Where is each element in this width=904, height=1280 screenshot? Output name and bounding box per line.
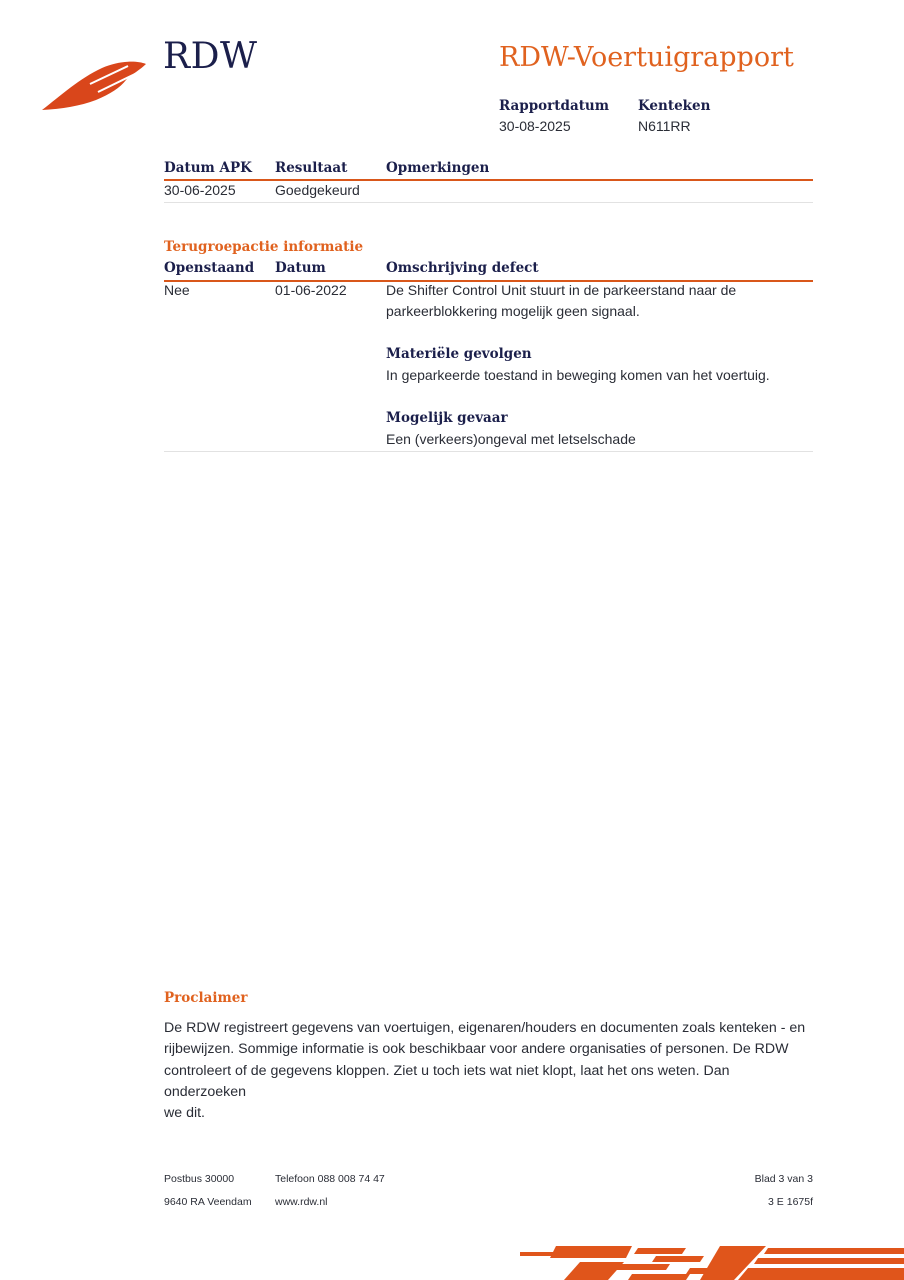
apk-date-cell: 30-06-2025	[164, 182, 236, 198]
footer-city: 9640 RA Veendam	[164, 1196, 252, 1208]
footer-website[interactable]: www.rdw.nl	[275, 1196, 328, 1208]
possible-danger-text: Een (verkeers)ongeval met letselschade	[386, 431, 636, 447]
footer-document-code: 3 E 1675f	[768, 1196, 813, 1208]
recall-section-title: Terugroepactie informatie	[164, 239, 364, 255]
brand-name: RDW	[163, 36, 258, 77]
material-consequences-text: In geparkeerde toestand in beweging komen van het voertuig.	[386, 367, 770, 383]
proclaimer-line-2: rijbewijzen. Sommige informatie is ook beschikbaar voor andere organisaties of personen. De RDW	[164, 1041, 789, 1058]
report-date-label: Rapportdatum	[499, 98, 610, 114]
decorative-stripes-icon	[520, 1244, 904, 1280]
proclaimer-text	[164, 1018, 809, 1124]
possible-danger-label: Mogelijk gevaar	[386, 410, 508, 426]
recall-defect-line-1: De Shifter Control Unit stuurt in de parkeerstand naar de	[386, 282, 737, 298]
apk-result-cell: Goedgekeurd	[275, 182, 360, 198]
recall-defect-line-2: parkeerblokkering mogelijk geen signaal.	[386, 303, 640, 319]
recall-header-open: Openstaand	[164, 260, 255, 276]
proclaimer-line-3: controleert of de gegevens kloppen. Ziet u toch iets wat niet klopt, laat het ons weten. Dan onderzoeken	[164, 1062, 730, 1100]
recall-date-cell: 01-06-2022	[275, 282, 347, 298]
apk-header-date: Datum APK	[164, 160, 252, 176]
rdw-logo-icon	[40, 56, 150, 116]
recall-header-date: Datum	[275, 260, 326, 276]
footer-page-number: Blad 3 van 3	[754, 1173, 813, 1185]
footer-postbus: Postbus 30000	[164, 1173, 235, 1185]
plate-label: Kenteken	[638, 98, 711, 114]
report-date-value: 30-08-2025	[499, 118, 571, 134]
apk-row-rule	[164, 202, 813, 203]
apk-header-result: Resultaat	[275, 160, 348, 176]
recall-row-rule	[164, 451, 813, 452]
material-consequences-label: Materiële gevolgen	[386, 346, 532, 362]
apk-header-rule	[164, 179, 813, 181]
footer-phone: Telefoon 088 008 74 47	[275, 1173, 385, 1185]
proclaimer-title: Proclaimer	[164, 990, 248, 1006]
recall-open-cell: Nee	[164, 282, 190, 298]
document-title: RDW-Voertuigrapport	[499, 42, 794, 73]
apk-header-remarks: Opmerkingen	[386, 160, 490, 176]
proclaimer-line-4: we dit.	[164, 1105, 206, 1122]
recall-header-description: Omschrijving defect	[386, 260, 539, 276]
plate-value: N611RR	[638, 118, 691, 134]
proclaimer-line-1: De RDW registreert gegevens van voertuigen, eigenaren/houders en documenten zoals kenteken - en	[164, 1020, 806, 1036]
